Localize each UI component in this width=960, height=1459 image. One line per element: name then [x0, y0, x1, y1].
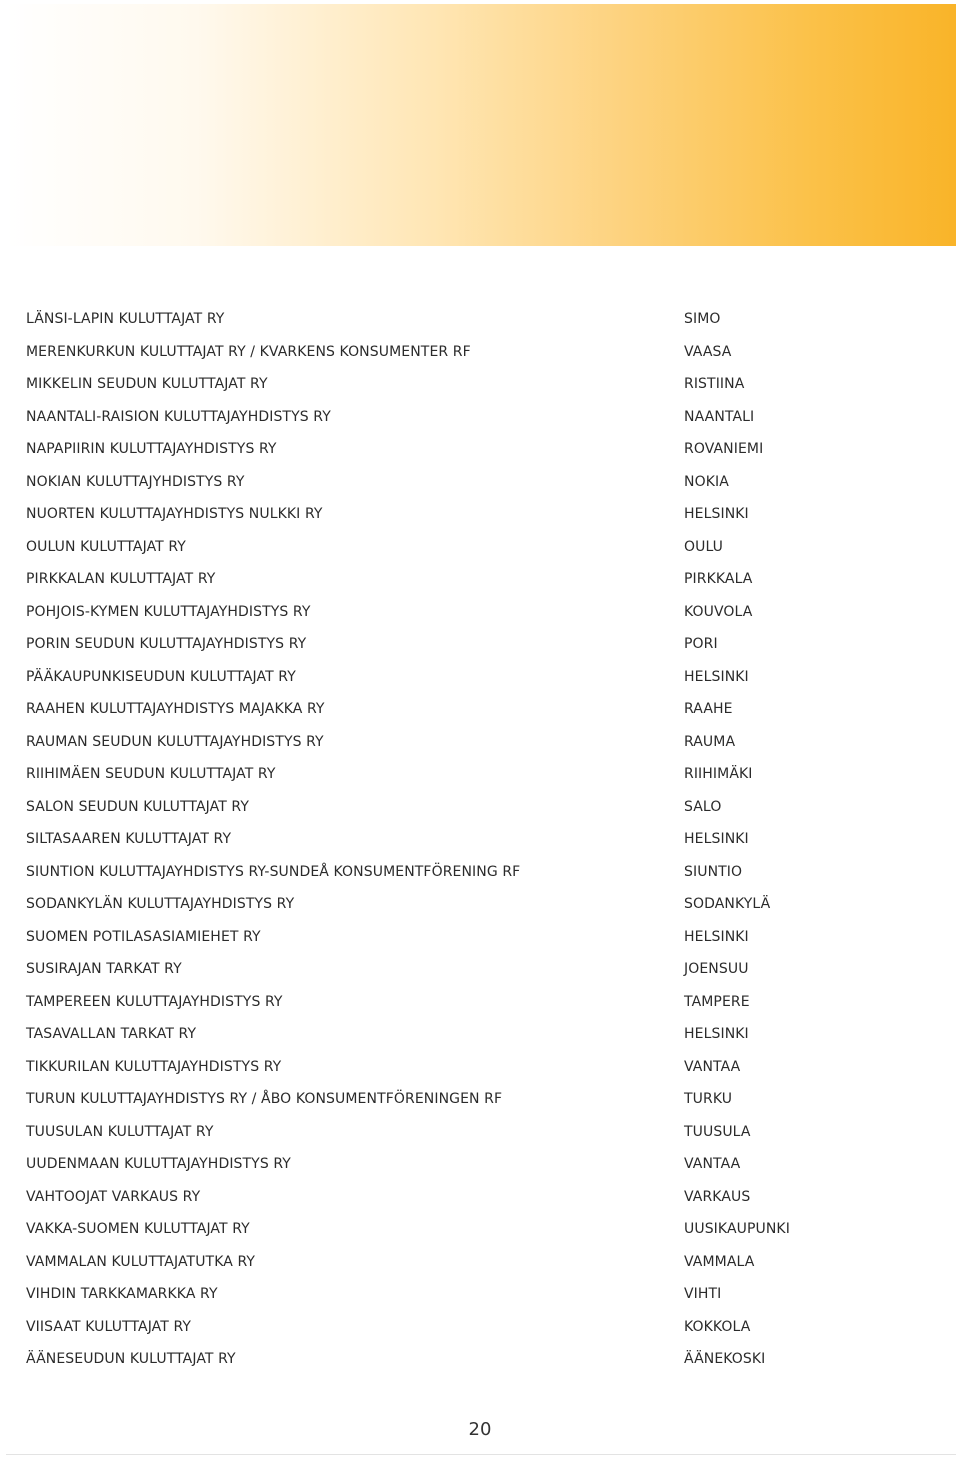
association-name: ÄÄNESEUDUN KULUTTAJAT RY — [26, 1351, 236, 1367]
association-city: SIUNTIO — [684, 863, 743, 880]
association-city: VANTAA — [684, 1058, 741, 1075]
list-item — [26, 1116, 926, 1149]
association-city: PORI — [684, 636, 718, 652]
association-city: OULU — [684, 538, 724, 555]
association-name: SIUNTION KULUTTAJAYHDISTYS RY-SUNDEÅ KONSUMENTFÖRENING RF — [26, 863, 521, 880]
association-city: VAASA — [684, 343, 732, 360]
association-name: TIKKURILAN KULUTTAJAYHDISTYS RY — [26, 1058, 282, 1075]
list-item — [26, 1051, 926, 1084]
association-city: KOUVOLA — [684, 603, 753, 620]
association-name: RAAHEN KULUTTAJAYHDISTYS MAJAKKA RY — [26, 701, 325, 717]
list-item — [26, 628, 926, 661]
association-city: HELSINKI — [684, 831, 749, 847]
list-item — [26, 726, 926, 759]
association-name: SILTASAAREN KULUTTAJAT RY — [26, 831, 232, 847]
association-city: VAMMALA — [684, 1253, 755, 1270]
association-city: JOENSUU — [684, 961, 749, 977]
association-city: RISTIINA — [684, 376, 745, 392]
list-item — [26, 1343, 926, 1376]
association-city: TUUSULA — [684, 1123, 751, 1140]
list-item — [26, 498, 926, 531]
association-name: VIHDIN TARKKAMARKKA RY — [26, 1286, 218, 1302]
association-name: NAPAPIIRIN KULUTTAJAYHDISTYS RY — [26, 441, 277, 457]
association-city: PIRKKALA — [684, 571, 753, 587]
association-city: HELSINKI — [684, 1026, 749, 1042]
list-item — [26, 693, 926, 726]
association-city: NOKIA — [684, 473, 729, 490]
association-city: RIIHIMÄKI — [684, 766, 753, 782]
list-item — [26, 823, 926, 856]
association-name: LÄNSI-LAPIN KULUTTAJAT RY — [26, 311, 225, 327]
association-name: TURUN KULUTTAJAYHDISTYS RY / ÅBO KONSUMENTFÖRENINGEN RF — [26, 1091, 503, 1107]
list-item — [26, 888, 926, 921]
association-name: TAMPEREEN KULUTTAJAYHDISTYS RY — [26, 993, 283, 1010]
association-name: UUDENMAAN KULUTTAJAYHDISTYS RY — [26, 1156, 291, 1172]
association-city: TAMPERE — [684, 993, 750, 1010]
association-name: NOKIAN KULUTTAJYHDISTYS RY — [26, 473, 245, 490]
list-item — [26, 466, 926, 499]
association-city: VIHTI — [684, 1286, 722, 1302]
list-item — [26, 531, 926, 564]
list-item — [26, 1181, 926, 1214]
association-city: SIMO — [684, 311, 721, 327]
association-city: NAANTALI — [684, 408, 755, 425]
association-city: HELSINKI — [684, 928, 749, 945]
list-item — [26, 921, 926, 954]
list-item — [26, 758, 926, 791]
list-item — [26, 368, 926, 401]
association-name: SUSIRAJAN TARKAT RY — [26, 961, 182, 977]
association-city: VANTAA — [684, 1156, 741, 1172]
list-item — [26, 336, 926, 369]
list-item — [26, 791, 926, 824]
footer-divider — [6, 1454, 956, 1455]
list-item — [26, 953, 926, 986]
association-city: SODANKYLÄ — [684, 896, 771, 912]
association-name: PORIN SEUDUN KULUTTAJAYHDISTYS RY — [26, 636, 307, 652]
association-name: SUOMEN POTILASASIAMIEHET RY — [26, 928, 261, 945]
page-number: 20 — [468, 1419, 492, 1440]
association-name: VAHTOOJAT VARKAUS RY — [26, 1188, 201, 1205]
list-item — [26, 1311, 926, 1344]
list-item — [26, 1083, 926, 1116]
association-city: ÄÄNEKOSKI — [684, 1351, 766, 1367]
association-name: VIISAAT KULUTTAJAT RY — [26, 1318, 192, 1335]
association-city: RAAHE — [684, 701, 733, 717]
list-item — [26, 1246, 926, 1279]
association-city: SALO — [684, 798, 722, 815]
association-name: OULUN KULUTTAJAT RY — [26, 538, 186, 555]
association-city: HELSINKI — [684, 506, 749, 522]
list-item — [26, 661, 926, 694]
association-name: NAANTALI-RAISION KULUTTAJAYHDISTYS RY — [26, 408, 331, 425]
list-item — [26, 433, 926, 466]
list-item — [26, 303, 926, 336]
list-item — [26, 563, 926, 596]
association-city: VARKAUS — [684, 1188, 751, 1205]
association-city: TURKU — [684, 1091, 733, 1107]
association-city: UUSIKAUPUNKI — [684, 1221, 790, 1237]
list-item — [26, 401, 926, 434]
association-city: HELSINKI — [684, 668, 749, 685]
association-city: ROVANIEMI — [684, 441, 764, 457]
list-item — [26, 596, 926, 629]
association-name: PÄÄKAUPUNKISEUDUN KULUTTAJAT RY — [26, 668, 296, 685]
association-name: VAKKA-SUOMEN KULUTTAJAT RY — [26, 1221, 250, 1237]
list-item — [26, 1278, 926, 1311]
association-name: VAMMALAN KULUTTAJATUTKA RY — [26, 1253, 256, 1270]
association-name: RIIHIMÄEN SEUDUN KULUTTAJAT RY — [26, 766, 276, 782]
association-name: MERENKURKUN KULUTTAJAT RY / KVARKENS KONSUMENTER RF — [26, 343, 471, 360]
association-name: MIKKELIN SEUDUN KULUTTAJAT RY — [26, 376, 268, 392]
list-item — [26, 856, 926, 889]
association-name: SODANKYLÄN KULUTTAJAYHDISTYS RY — [26, 896, 295, 912]
list-item — [26, 986, 926, 1019]
association-city: RAUMA — [684, 733, 736, 750]
association-name: POHJOIS-KYMEN KULUTTAJAYHDISTYS RY — [26, 603, 311, 620]
association-name: RAUMAN SEUDUN KULUTTAJAYHDISTYS RY — [26, 733, 324, 750]
association-name: NUORTEN KULUTTAJAYHDISTYS NULKKI RY — [26, 506, 323, 522]
association-name: SALON SEUDUN KULUTTAJAT RY — [26, 798, 250, 815]
association-name: PIRKKALAN KULUTTAJAT RY — [26, 571, 216, 587]
association-name: TUUSULAN KULUTTAJAT RY — [26, 1123, 214, 1140]
list-item — [26, 1018, 926, 1051]
list-item — [26, 1148, 926, 1181]
association-list — [26, 303, 926, 1376]
association-city: KOKKOLA — [684, 1318, 751, 1335]
association-name: TASAVALLAN TARKAT RY — [26, 1026, 197, 1042]
header-gradient-band — [6, 4, 956, 246]
list-item — [26, 1213, 926, 1246]
